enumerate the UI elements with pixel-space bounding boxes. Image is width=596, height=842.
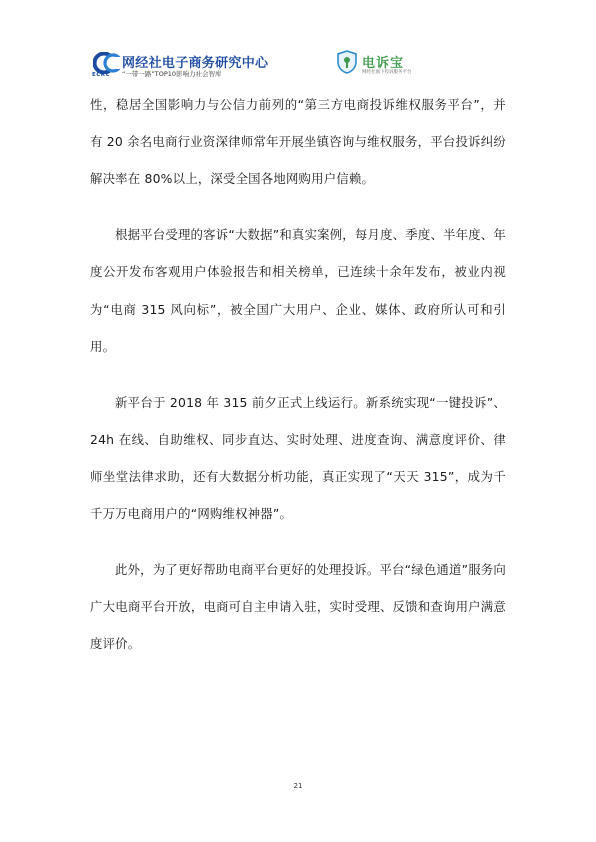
- dsb-subtitle: 网经社旗下投诉服务平台: [362, 70, 412, 75]
- shield-icon: [337, 50, 357, 74]
- ecrc-slogan: “一带一路”TOP10影响力社会智库: [122, 70, 222, 78]
- paragraph: 此外，为了更好帮助电商平台更好的处理投诉。平台“绿色通道”服务向广大电商平台开放，电商可自主申请入驻，实时受理、反馈和查询用户满意度评价。: [90, 562, 506, 652]
- dsb-title: 电诉宝: [362, 56, 405, 71]
- page-number: 21: [293, 782, 303, 790]
- paragraph: 根据平台受理的客诉“大数据”和真实案例，每月度、季度、半年度、年度公开发布客观用户体验报告和相关榜单，已连续十余年发布，被业内视为“电商 315 风向标”，被全国广大用户、企业、媒体、政府所认可和引用。: [90, 227, 506, 354]
- page-header: [0, 44, 596, 84]
- document-body: [90, 86, 506, 663]
- ecrc-logo-icon: [93, 52, 123, 74]
- ecrc-abbreviation: ECRC: [92, 72, 111, 78]
- paragraph: 新平台于 2018 年 315 前夕正式上线运行。新系统实现“一键投诉”、24h 在线、自助维权、同步直达、实时处理、进度查询、满意度评价、律师坐堂法律求助，还有大数据分析功能，真正实现了“天天 315”，成为千千万万电商用户的“网购维权神器”。: [90, 394, 506, 522]
- ecrc-title: 网经社电子商务研究中心: [122, 56, 269, 71]
- paragraph: 性，稳居全国影响力与公信力前列的“第三方电商投诉维权服务平台”，并有 20 余名电商行业资深律师常年开展坐镇咨询与维权服务，平台投诉纠纷解决率在 80%以上，深受全国各地网购用户信赖。: [90, 97, 506, 187]
